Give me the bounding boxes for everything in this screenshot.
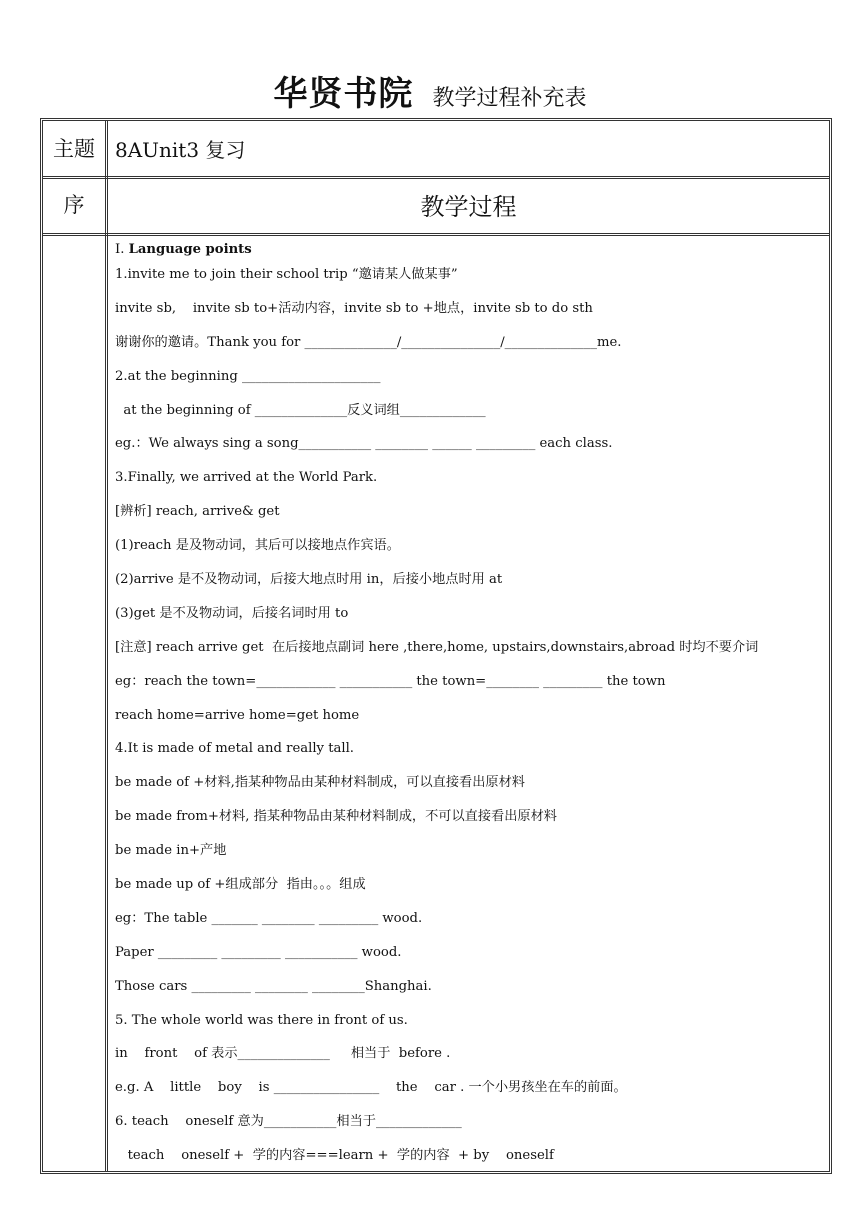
section-heading — [115, 240, 823, 265]
content-line: 2.at the beginning _____________________ — [115, 368, 381, 384]
content-line: reach home=arrive home=get home — [115, 707, 360, 723]
content-lines — [115, 265, 823, 1180]
topic-label: 主题 — [53, 137, 95, 161]
lesson-content — [115, 240, 823, 1180]
content-line: invite sb, invite sb to+活动内容，invite sb to +地点，invite sb to do sth — [115, 300, 593, 316]
content-line: 谢谢你的邀请。Thank you for ______________/_______________/______________me. — [115, 334, 622, 350]
form-subtitle: 教学过程补充表 — [432, 86, 587, 111]
topic-value: 8AUnit3 复习 — [115, 138, 246, 162]
brand-title: 华贤书院 — [273, 74, 414, 114]
content-line: (1)reach 是及物动词，其后可以接地点作宾语。 — [115, 538, 400, 554]
sequence-label: 序 — [63, 193, 85, 217]
content-line: Paper _________ _________ ___________ wood. — [115, 944, 402, 960]
row-divider — [43, 176, 829, 179]
content-line: [辨析] reach, arrive& get — [115, 504, 280, 520]
content-line: be made in+产地 — [115, 843, 227, 859]
content-line: (2)arrive 是不及物动词，后接大地点时用 in，后接小地点时用 at — [115, 572, 503, 588]
content-line: 4.It is made of metal and really tall. — [115, 741, 354, 757]
content-line: be made of +材料,指某种物品由某种材料制成，可以直接看出原材料 — [115, 775, 525, 791]
content-line: be made up of +组成部分 指由。。。组成 — [115, 877, 366, 893]
lesson-table — [40, 118, 832, 1174]
content-line: in front of 表示______________ 相当于 before . — [115, 1046, 451, 1062]
content-line: eg.：We always sing a song___________ ________ ______ _________ each class. — [115, 436, 613, 452]
content-line: 3.Finally, we arrived at the World Park. — [115, 470, 378, 486]
content-line: be made from+材料, 指某种物品由某种材料制成，不可以直接看出原材料 — [115, 809, 557, 825]
content-line: eg：The table _______ ________ _________ wood. — [115, 910, 423, 926]
section-prefix: I. — [115, 242, 129, 257]
process-title: 教学过程 — [420, 193, 517, 221]
content-line: Those cars _________ ________ ________Shanghai. — [115, 978, 432, 994]
column-divider — [105, 121, 108, 1171]
row-divider — [43, 233, 829, 236]
content-line: 1.invite me to join their school trip “邀请某人做某事” — [115, 267, 458, 282]
content-line: eg：reach the town=____________ ___________ the town=________ _________ the town — [115, 673, 666, 689]
content-line: at the beginning of ______________反义词组_____________ — [115, 402, 486, 418]
content-line: (3)get 是不及物动词，后接名词时用 to — [115, 605, 349, 621]
content-line: teach oneself + 学的内容===learn + 学的内容 + by oneself — [115, 1148, 554, 1164]
content-line: e.g. A little boy is ________________ the car . 一个小男孩坐在车的前面。 — [115, 1080, 627, 1096]
page-header — [0, 66, 860, 115]
content-line: 5. The whole world was there in front of us. — [115, 1012, 408, 1028]
content-line: 6. teach oneself 意为___________相当于_____________ — [115, 1114, 462, 1130]
content-line: [注意] reach arrive get 在后接地点副词 here ,there,home, upstairs,downstairs,abroad 时均不要介词 — [115, 639, 759, 655]
section-title: Language points — [128, 242, 252, 257]
